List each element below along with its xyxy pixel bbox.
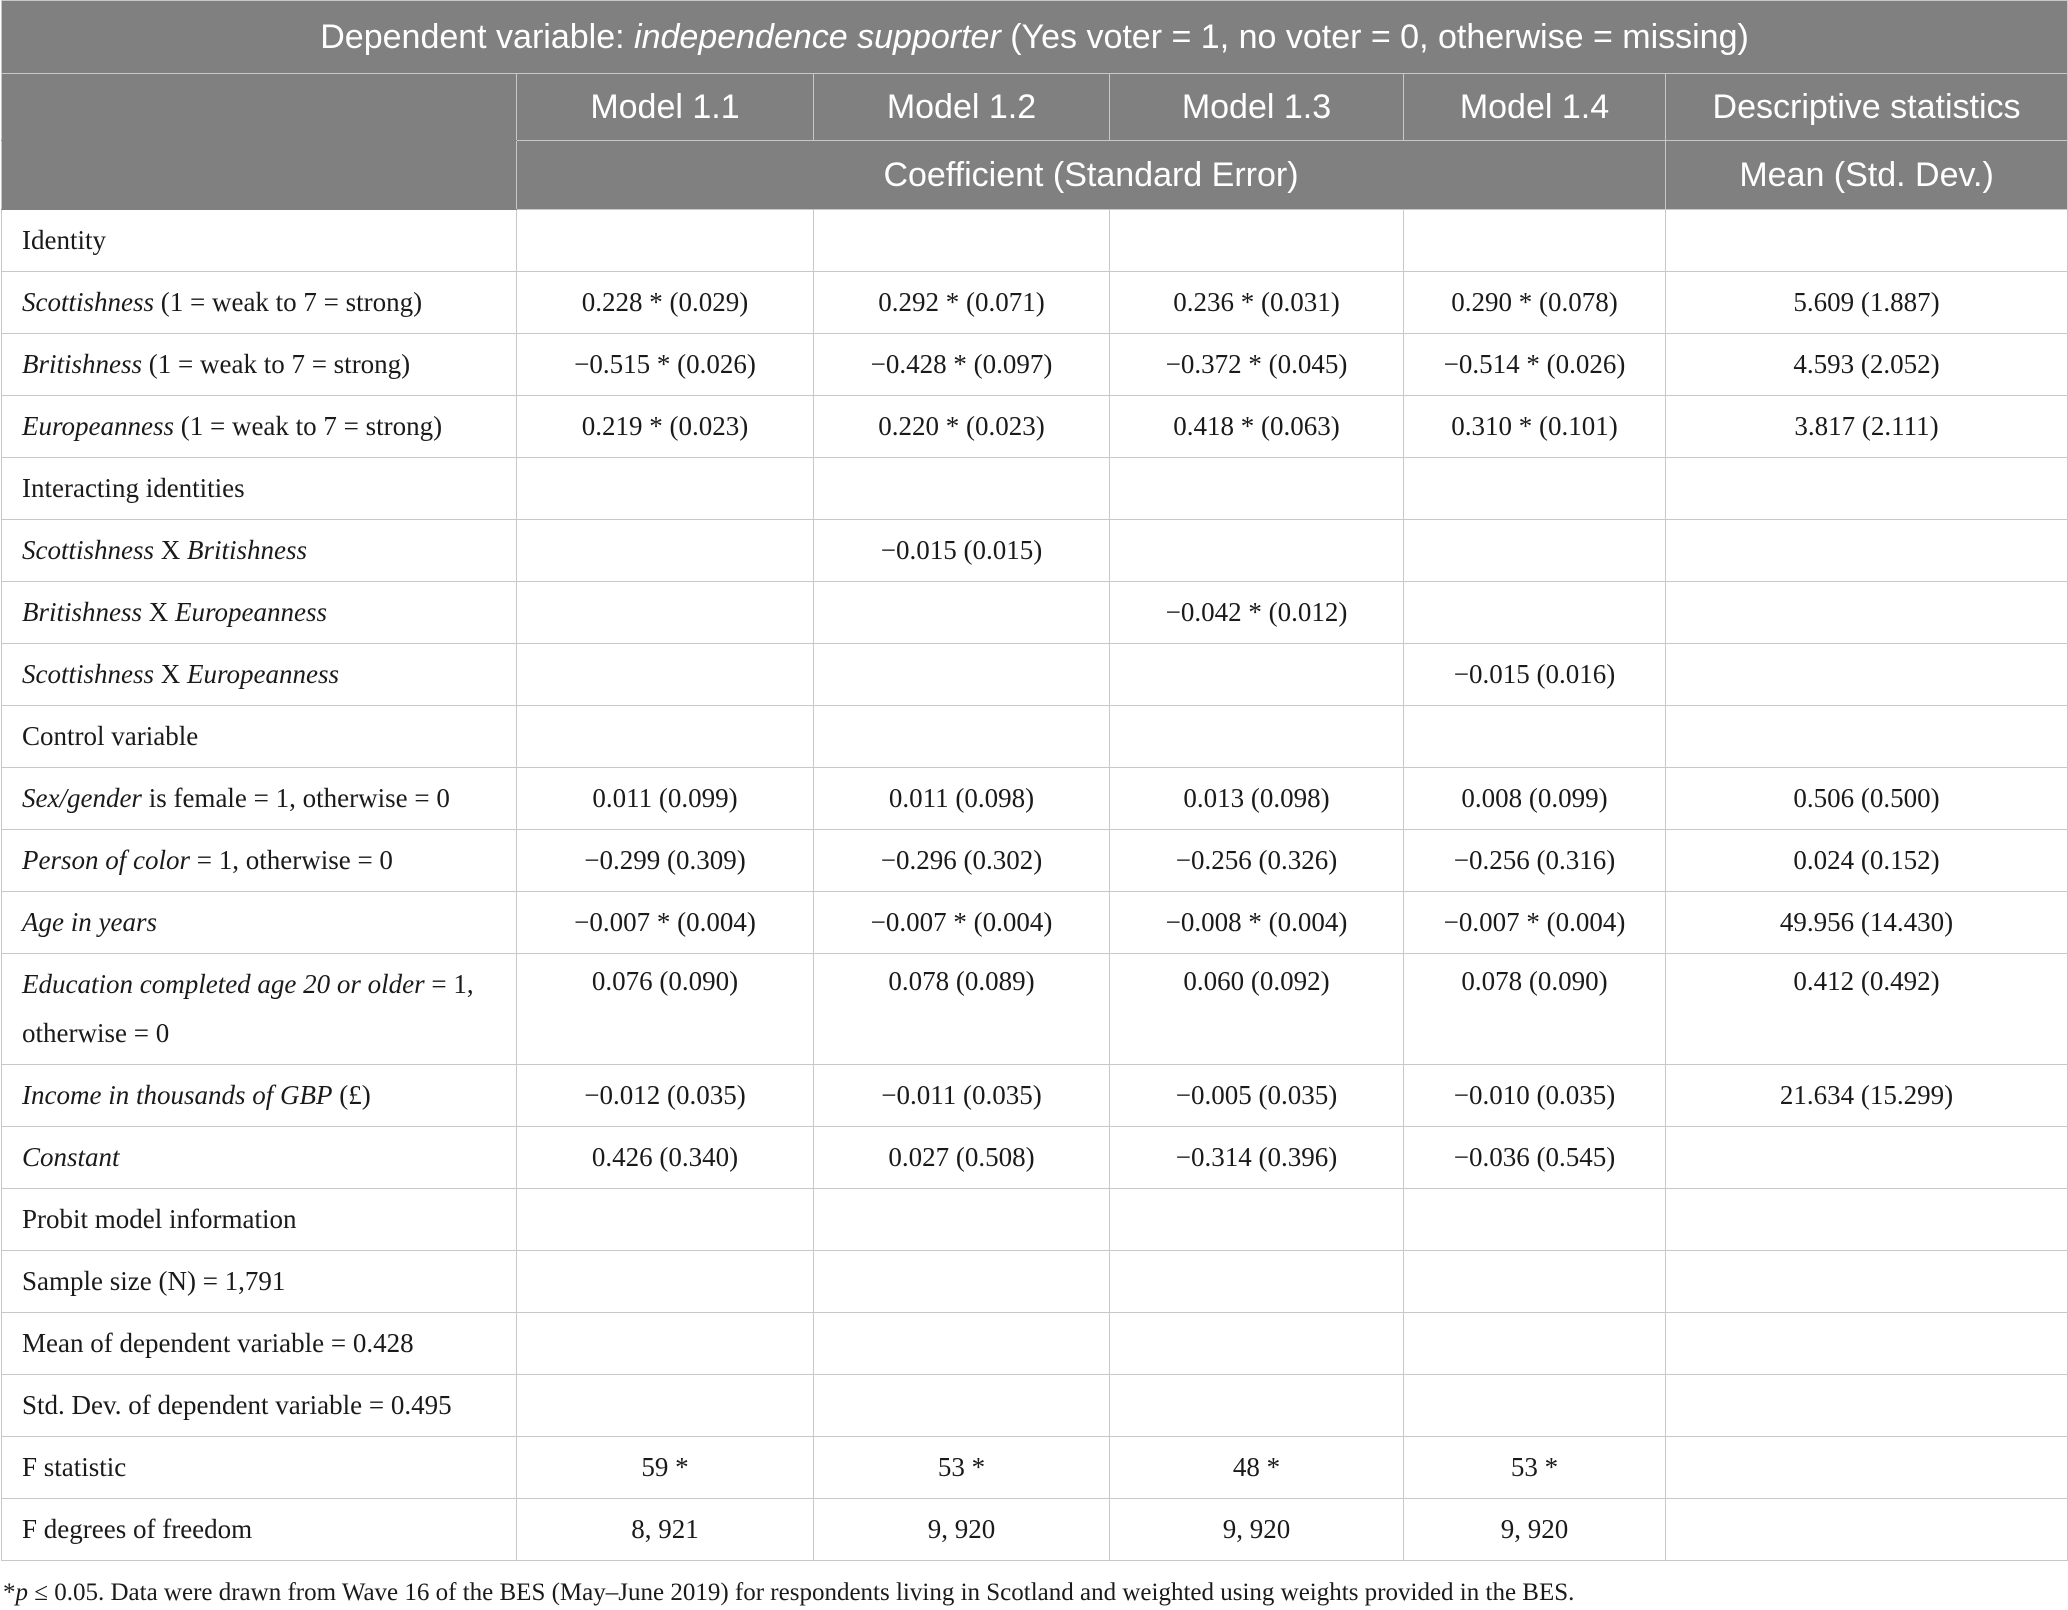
coefficient-cell: −0.296 (0.302) — [814, 830, 1110, 892]
table-row — [2, 272, 2068, 334]
row-label-plain: is female = 1, otherwise = 0 — [141, 783, 450, 813]
row-label-plain: Probit model information — [22, 1204, 297, 1234]
coefficient-cell: 9, 920 — [814, 1499, 1110, 1561]
model-header: Model 1.2 — [814, 74, 1110, 141]
coefficient-cell — [1110, 520, 1404, 582]
coefficient-cell: −0.372 * (0.045) — [1110, 334, 1404, 396]
table-row — [2, 210, 2068, 272]
row-label-plain: X — [154, 659, 187, 689]
coefficient-cell: 0.008 (0.099) — [1404, 768, 1666, 830]
row-label — [2, 1127, 517, 1189]
table-row — [2, 1251, 2068, 1313]
row-label — [2, 458, 517, 520]
row-label — [2, 520, 517, 582]
coefficient-cell: 0.292 * (0.071) — [814, 272, 1110, 334]
coefficient-header: Coefficient (Standard Error) — [517, 141, 1666, 210]
title-variable: independence supporter — [634, 17, 1001, 56]
row-label-italic: Constant — [22, 1142, 120, 1172]
coefficient-cell — [1110, 644, 1404, 706]
table-row — [2, 396, 2068, 458]
coefficient-cell — [517, 210, 814, 272]
row-label-plain: X — [154, 535, 187, 565]
coefficient-cell: 0.310 * (0.101) — [1404, 396, 1666, 458]
table-row — [2, 1375, 2068, 1437]
descriptive-cell — [1666, 520, 2068, 582]
table-row — [2, 954, 2068, 1065]
row-label-plain: Std. Dev. of dependent variable = 0.495 — [22, 1390, 452, 1420]
row-label-plain: (£) — [332, 1080, 371, 1110]
coefficient-cell — [1404, 706, 1666, 768]
model-header: Model 1.1 — [517, 74, 814, 141]
coefficient-cell — [1404, 1251, 1666, 1313]
row-label — [2, 272, 517, 334]
coefficient-cell: 9, 920 — [1404, 1499, 1666, 1561]
coefficient-cell — [1404, 210, 1666, 272]
row-label-plain: Mean of dependent variable = 0.428 — [22, 1328, 414, 1358]
row-label-italic: Person of color — [22, 845, 190, 875]
row-label-plain: Control variable — [22, 721, 199, 751]
coefficient-cell — [1110, 1251, 1404, 1313]
coefficient-cell: −0.299 (0.309) — [517, 830, 814, 892]
table-row — [2, 582, 2068, 644]
table-row — [2, 1065, 2068, 1127]
coefficient-cell: −0.314 (0.396) — [1110, 1127, 1404, 1189]
descriptive-header: Descriptive statistics — [1666, 74, 2068, 141]
coefficient-cell — [1110, 1375, 1404, 1437]
coefficient-cell: 0.060 (0.092) — [1110, 954, 1404, 1065]
model-header-row — [2, 74, 2068, 141]
coefficient-cell — [1404, 1313, 1666, 1375]
row-label — [2, 768, 517, 830]
table-row — [2, 458, 2068, 520]
row-label-italic: Europeanness — [22, 411, 174, 441]
coefficient-cell: −0.036 (0.545) — [1404, 1127, 1666, 1189]
descriptive-cell — [1666, 1437, 2068, 1499]
coefficient-cell: −0.008 * (0.004) — [1110, 892, 1404, 954]
row-label — [2, 1437, 517, 1499]
coefficient-cell — [814, 644, 1110, 706]
descriptive-cell — [1666, 1313, 2068, 1375]
descriptive-cell — [1666, 1375, 2068, 1437]
row-label-italic: Europeanness — [175, 597, 327, 627]
coefficient-cell: −0.015 (0.015) — [814, 520, 1110, 582]
row-label-italic: Britishness — [187, 535, 308, 565]
table-body — [2, 210, 2068, 1561]
row-label — [2, 334, 517, 396]
footnote-p: p — [15, 1579, 28, 1606]
row-label — [2, 582, 517, 644]
row-label — [2, 892, 517, 954]
row-label-plain: Sample size (N) = 1,791 — [22, 1266, 286, 1296]
coefficient-cell: 0.426 (0.340) — [517, 1127, 814, 1189]
table-footnote — [1, 1579, 2067, 1607]
coefficient-cell: 0.219 * (0.023) — [517, 396, 814, 458]
coefficient-cell — [814, 1189, 1110, 1251]
descriptive-cell — [1666, 210, 2068, 272]
coefficient-cell: −0.256 (0.326) — [1110, 830, 1404, 892]
coefficient-cell: 0.011 (0.098) — [814, 768, 1110, 830]
coefficient-cell: 53 * — [814, 1437, 1110, 1499]
coefficient-cell — [1110, 706, 1404, 768]
descriptive-cell — [1666, 1251, 2068, 1313]
descriptive-cell — [1666, 458, 2068, 520]
row-label-plain: = 1, otherwise = 0 — [22, 969, 474, 1048]
descriptive-cell — [1666, 582, 2068, 644]
row-label — [2, 644, 517, 706]
table-row — [2, 520, 2068, 582]
coefficient-cell: 0.027 (0.508) — [814, 1127, 1110, 1189]
coefficient-cell: 0.078 (0.090) — [1404, 954, 1666, 1065]
table-title-row — [2, 1, 2068, 74]
coefficient-cell — [1404, 1375, 1666, 1437]
coefficient-cell: 8, 921 — [517, 1499, 814, 1561]
coefficient-cell: 0.013 (0.098) — [1110, 768, 1404, 830]
table-title — [2, 1, 2068, 74]
table-row — [2, 706, 2068, 768]
row-label-italic: Britishness — [22, 349, 143, 379]
coefficient-cell: 0.236 * (0.031) — [1110, 272, 1404, 334]
blank-header-cell — [2, 141, 517, 210]
coefficient-cell: 59 * — [517, 1437, 814, 1499]
coefficient-cell — [814, 1251, 1110, 1313]
footnote-text: ≤ 0.05. Data were drawn from Wave 16 of the BES (May–June 2019) for respondents living in Scotland and weighted using weights provided in the BES. — [28, 1579, 1575, 1606]
coefficient-cell — [814, 1375, 1110, 1437]
row-label — [2, 1313, 517, 1375]
coefficient-cell — [1404, 520, 1666, 582]
descriptive-cell: 0.506 (0.500) — [1666, 768, 2068, 830]
row-label — [2, 954, 517, 1065]
coefficient-cell: −0.005 (0.035) — [1110, 1065, 1404, 1127]
coefficient-cell — [814, 1313, 1110, 1375]
row-label-italic: Scottishness — [22, 535, 154, 565]
row-label — [2, 1375, 517, 1437]
blank-header-cell — [2, 74, 517, 141]
mean-header: Mean (Std. Dev.) — [1666, 141, 2068, 210]
descriptive-cell: 4.593 (2.052) — [1666, 334, 2068, 396]
descriptive-cell — [1666, 1127, 2068, 1189]
table-row — [2, 1499, 2068, 1561]
coefficient-cell — [1404, 1189, 1666, 1251]
coefficient-cell: −0.007 * (0.004) — [517, 892, 814, 954]
descriptive-cell: 3.817 (2.111) — [1666, 396, 2068, 458]
coefficient-cell — [517, 1251, 814, 1313]
table-row — [2, 768, 2068, 830]
coefficient-cell: 0.290 * (0.078) — [1404, 272, 1666, 334]
row-label — [2, 210, 517, 272]
coefficient-cell — [1110, 458, 1404, 520]
table-row — [2, 1127, 2068, 1189]
coefficient-cell: −0.514 * (0.026) — [1404, 334, 1666, 396]
row-label-plain: (1 = weak to 7 = strong) — [154, 287, 423, 317]
coefficient-cell: 0.076 (0.090) — [517, 954, 814, 1065]
row-label-italic: Europeanness — [187, 659, 339, 689]
coefficient-cell: −0.515 * (0.026) — [517, 334, 814, 396]
descriptive-cell — [1666, 1499, 2068, 1561]
row-label — [2, 1065, 517, 1127]
row-label-plain: Interacting identities — [22, 473, 245, 503]
coefficient-cell — [1404, 458, 1666, 520]
model-header: Model 1.3 — [1110, 74, 1404, 141]
coefficient-cell: 48 * — [1110, 1437, 1404, 1499]
coefficient-cell: 53 * — [1404, 1437, 1666, 1499]
coefficient-cell — [517, 1375, 814, 1437]
coefficient-cell: −0.011 (0.035) — [814, 1065, 1110, 1127]
row-label-plain: (1 = weak to 7 = strong) — [173, 411, 443, 441]
row-label-plain: Identity — [22, 225, 106, 255]
row-label-plain: F degrees of freedom — [22, 1514, 253, 1544]
coefficient-cell: −0.007 * (0.004) — [1404, 892, 1666, 954]
descriptive-cell: 5.609 (1.887) — [1666, 272, 2068, 334]
descriptive-cell: 0.024 (0.152) — [1666, 830, 2068, 892]
coefficient-cell — [517, 644, 814, 706]
coefficient-cell — [814, 210, 1110, 272]
row-label — [2, 1189, 517, 1251]
row-label-italic: Sex/gender — [22, 783, 142, 813]
row-label-italic: Education completed age 20 or older — [22, 969, 425, 999]
coefficient-cell: 0.418 * (0.063) — [1110, 396, 1404, 458]
row-label-italic: Age in years — [22, 907, 157, 937]
table-row — [2, 334, 2068, 396]
subheader-row — [2, 141, 2068, 210]
descriptive-cell — [1666, 706, 2068, 768]
table-row — [2, 1189, 2068, 1251]
descriptive-cell — [1666, 644, 2068, 706]
coefficient-cell — [814, 582, 1110, 644]
coefficient-cell: −0.428 * (0.097) — [814, 334, 1110, 396]
coefficient-cell — [517, 1189, 814, 1251]
coefficient-cell — [1110, 1189, 1404, 1251]
row-label-italic: Income in thousands of GBP — [22, 1080, 333, 1110]
coefficient-cell: 0.011 (0.099) — [517, 768, 814, 830]
table-row — [2, 830, 2068, 892]
footnote-star: * — [3, 1579, 16, 1606]
title-prefix: Dependent variable: — [320, 17, 635, 56]
descriptive-cell: 49.956 (14.430) — [1666, 892, 2068, 954]
coefficient-cell — [1110, 1313, 1404, 1375]
coefficient-cell — [1110, 210, 1404, 272]
coefficient-cell: 0.078 (0.089) — [814, 954, 1110, 1065]
coefficient-cell — [1404, 582, 1666, 644]
descriptive-cell — [1666, 1189, 2068, 1251]
descriptive-cell: 21.634 (15.299) — [1666, 1065, 2068, 1127]
coefficient-cell — [517, 458, 814, 520]
row-label — [2, 1499, 517, 1561]
title-suffix: (Yes voter = 1, no voter = 0, otherwise = missing) — [1000, 17, 1749, 56]
coefficient-cell — [814, 706, 1110, 768]
row-label-italic: Britishness — [22, 597, 143, 627]
row-label — [2, 1251, 517, 1313]
coefficient-cell: −0.007 * (0.004) — [814, 892, 1110, 954]
coefficient-cell: −0.042 * (0.012) — [1110, 582, 1404, 644]
row-label-plain: = 1, otherwise = 0 — [190, 845, 393, 875]
table-row — [2, 892, 2068, 954]
row-label-italic: Scottishness — [22, 287, 154, 317]
descriptive-cell: 0.412 (0.492) — [1666, 954, 2068, 1065]
model-header: Model 1.4 — [1404, 74, 1666, 141]
coefficient-cell: −0.256 (0.316) — [1404, 830, 1666, 892]
row-label — [2, 396, 517, 458]
table-row — [2, 644, 2068, 706]
coefficient-cell — [517, 520, 814, 582]
regression-table — [1, 0, 2068, 1561]
coefficient-cell — [814, 458, 1110, 520]
coefficient-cell: 0.228 * (0.029) — [517, 272, 814, 334]
table-row — [2, 1313, 2068, 1375]
table-row — [2, 1437, 2068, 1499]
row-label-plain: X — [142, 597, 176, 627]
coefficient-cell: −0.010 (0.035) — [1404, 1065, 1666, 1127]
regression-table-container — [1, 0, 2067, 1607]
row-label — [2, 706, 517, 768]
row-label-italic: Scottishness — [22, 659, 154, 689]
row-label-plain: (1 = weak to 7 = strong) — [142, 349, 411, 379]
row-label — [2, 830, 517, 892]
coefficient-cell: −0.015 (0.016) — [1404, 644, 1666, 706]
coefficient-cell — [517, 706, 814, 768]
coefficient-cell — [517, 582, 814, 644]
coefficient-cell — [517, 1313, 814, 1375]
coefficient-cell: 9, 920 — [1110, 1499, 1404, 1561]
coefficient-cell: −0.012 (0.035) — [517, 1065, 814, 1127]
coefficient-cell: 0.220 * (0.023) — [814, 396, 1110, 458]
row-label-plain: F statistic — [22, 1452, 127, 1482]
